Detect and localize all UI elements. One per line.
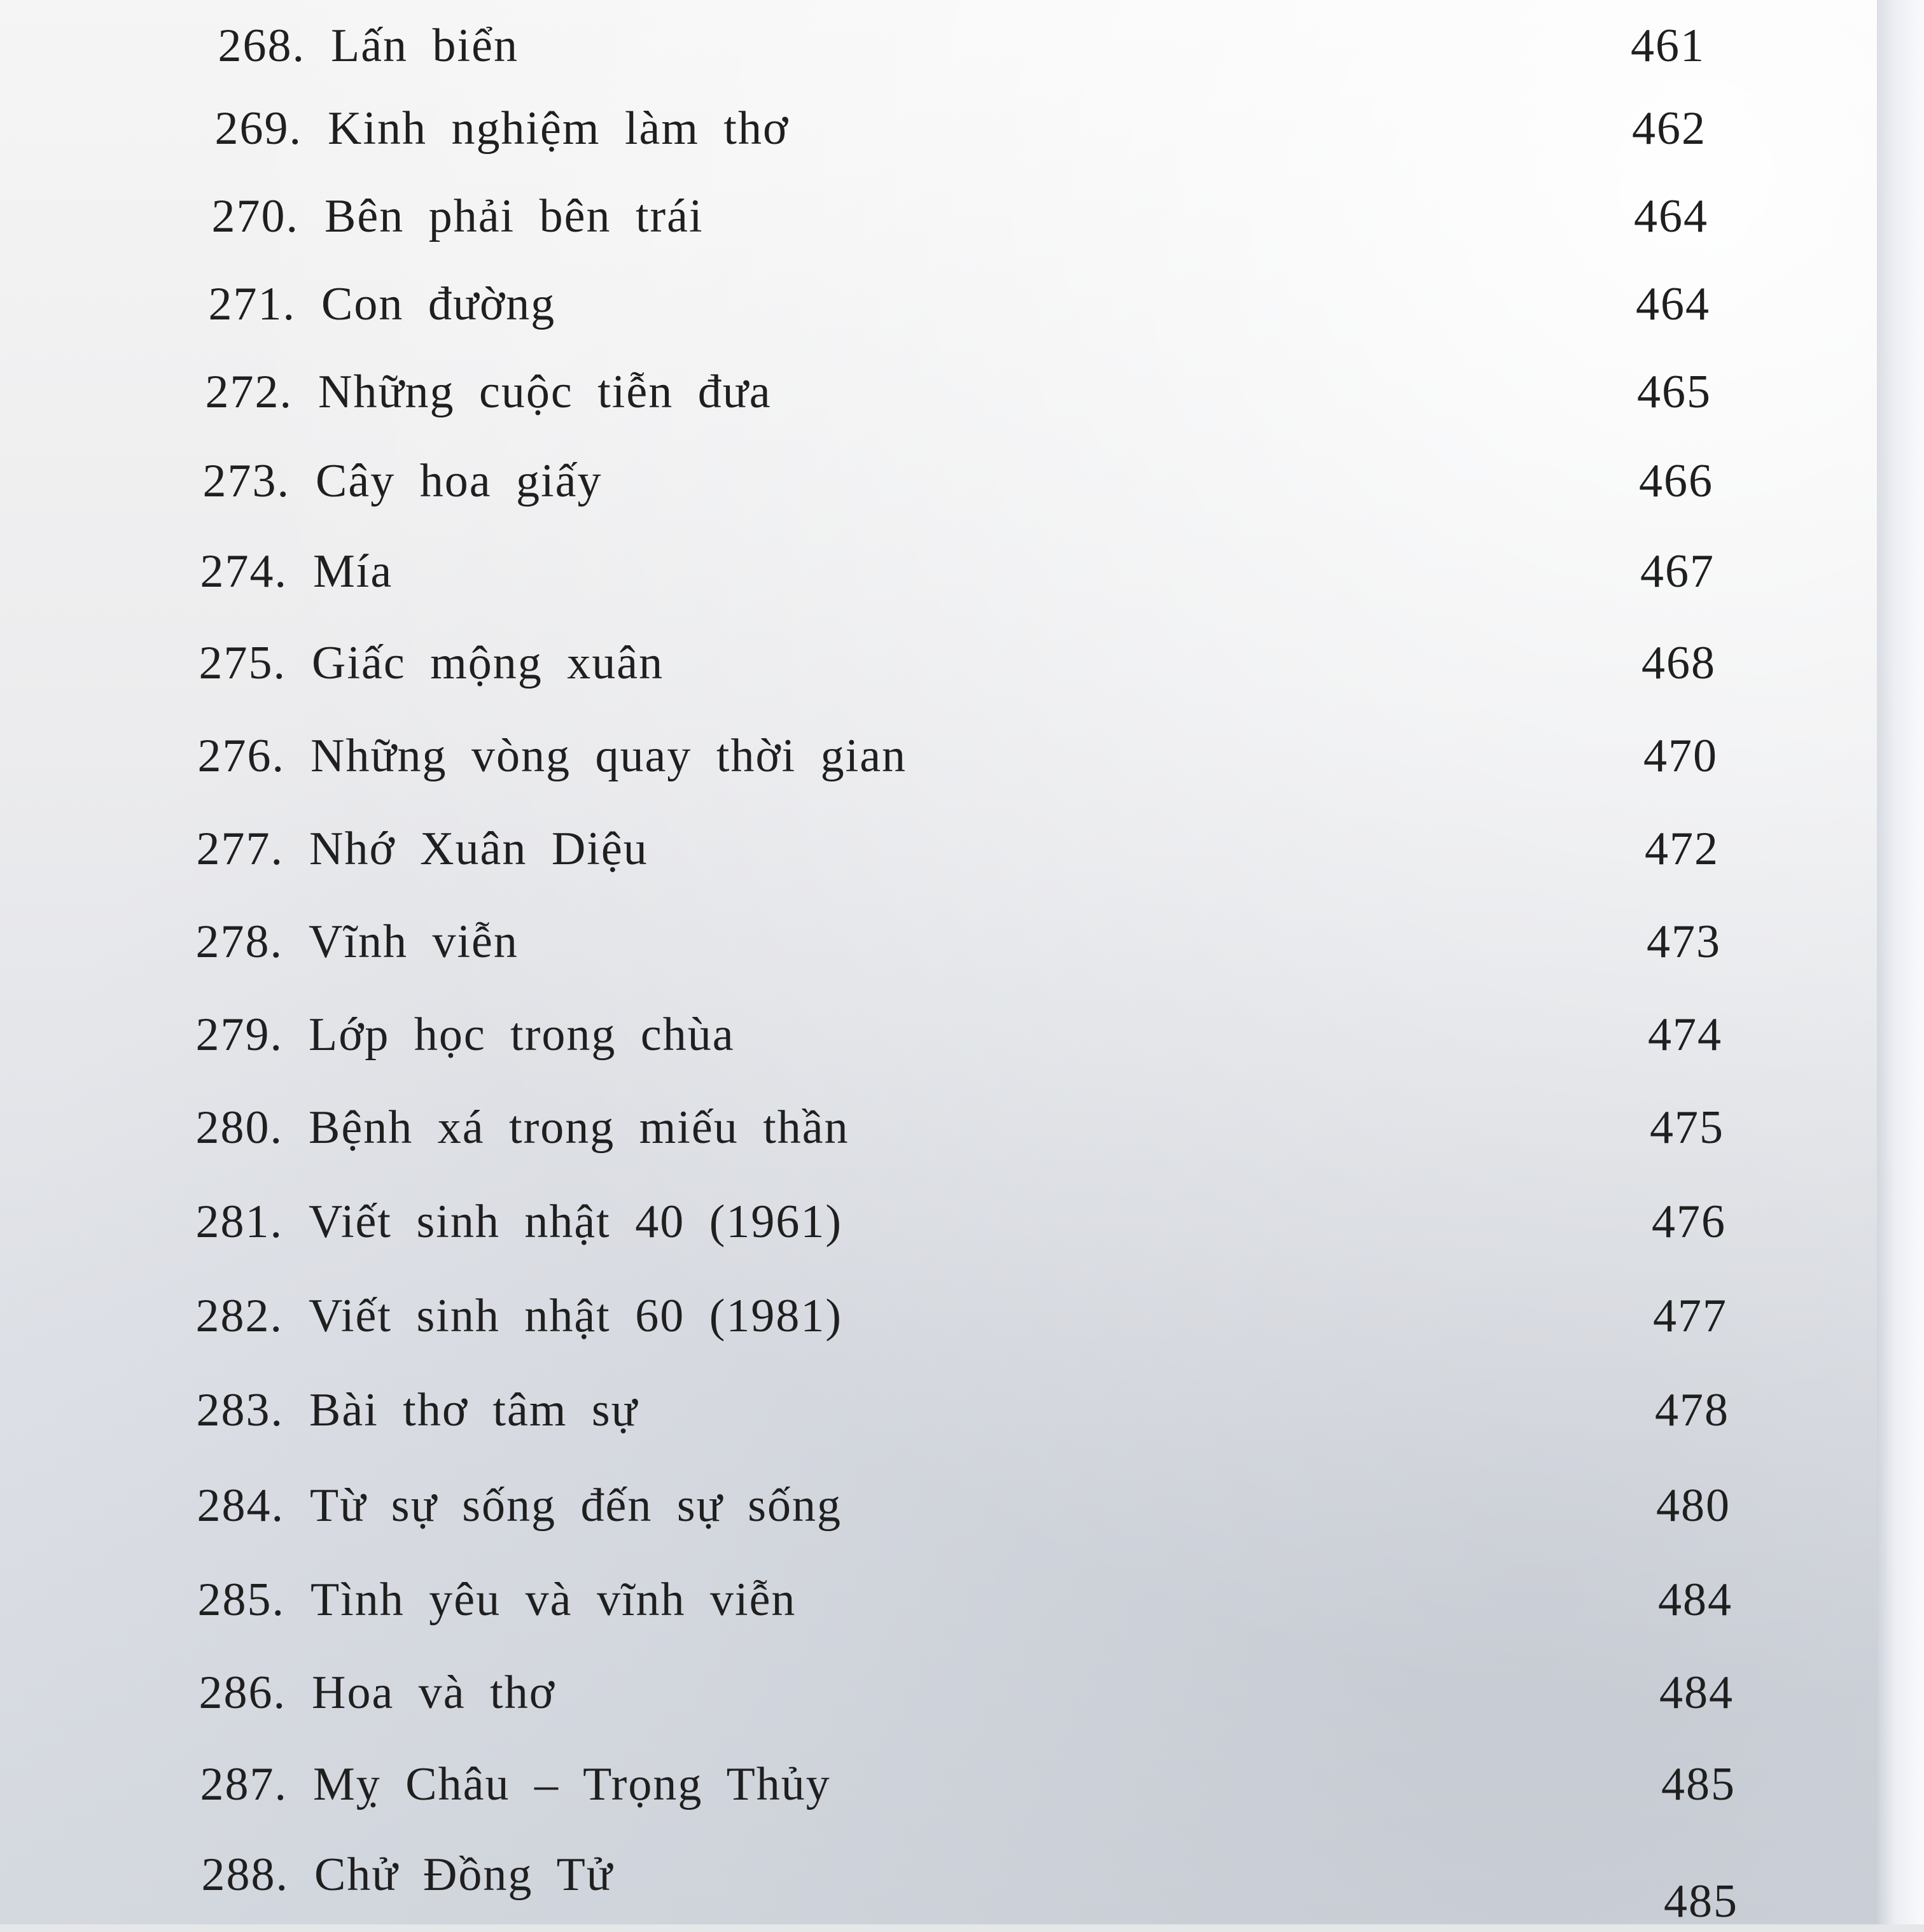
entry-number: 275. [199, 637, 286, 689]
entry-title: Bên phải bên trái [324, 190, 704, 242]
entry-page-number: 461 [1631, 20, 1705, 72]
entry-title: Vĩnh viễn [309, 916, 519, 968]
entry-title: Tình yêu và vĩnh viễn [310, 1574, 797, 1626]
entry-page-number: 480 [1656, 1480, 1731, 1532]
entry-number: 269. [214, 102, 302, 155]
entry-page-number: 475 [1650, 1102, 1724, 1154]
toc-row [0, 1097, 1924, 1173]
entry-page-number: 473 [1647, 916, 1721, 968]
entry-title: Lấn biển [331, 20, 519, 72]
toc-row [0, 15, 1924, 92]
entry-number: 268. [218, 20, 305, 72]
entry-page-number: 478 [1655, 1384, 1729, 1436]
entry-number: 282. [195, 1290, 283, 1342]
toc-row [0, 1004, 1924, 1081]
entry-page-number: 462 [1632, 102, 1706, 155]
entry-number: 278. [195, 916, 283, 968]
entry-page-number: 464 [1634, 190, 1708, 242]
toc-row [0, 451, 1924, 527]
toc-row [0, 541, 1924, 617]
entry-page-number: 474 [1648, 1009, 1722, 1061]
entry-number: 280. [195, 1102, 283, 1154]
entry-title: Bài thơ tâm sự [309, 1384, 638, 1436]
entry-page-number: 465 [1637, 366, 1711, 418]
toc-row [0, 818, 1924, 895]
entry-title: Con đường [321, 278, 556, 330]
entry-page-number: 477 [1653, 1290, 1727, 1342]
entry-number: 276. [197, 730, 285, 782]
entry-number: 284. [197, 1480, 284, 1532]
toc-row [0, 1754, 1924, 1830]
entry-title: Nhớ Xuân Diệu [309, 823, 648, 875]
entry-number: 270. [211, 190, 299, 242]
entry-number: 288. [201, 1849, 289, 1901]
entry-number: 287. [200, 1758, 288, 1810]
entry-number: 277. [196, 823, 284, 875]
entry-number: 281. [195, 1196, 283, 1248]
toc-row [0, 1475, 1924, 1551]
entry-page-number: 484 [1658, 1574, 1732, 1626]
entry-number: 272. [205, 366, 293, 418]
entry-number: 274. [200, 545, 288, 598]
entry-title: Viết sinh nhật 60 (1981) [309, 1290, 843, 1342]
toc-row [0, 911, 1924, 988]
toc-row [0, 1662, 1924, 1739]
entry-page-number: 470 [1643, 730, 1718, 782]
entry-page-number: 485 [1664, 1875, 1738, 1928]
toc-row [0, 1285, 1924, 1362]
toc-row [0, 633, 1924, 709]
entry-title: Chử Đồng Tử [314, 1849, 613, 1901]
entry-page-number: 467 [1640, 545, 1715, 598]
entry-title: Lớp học trong chùa [309, 1009, 735, 1061]
entry-page-number: 464 [1636, 278, 1710, 330]
toc-row [0, 1569, 1924, 1646]
entry-number: 286. [199, 1667, 286, 1719]
entry-number: 283. [196, 1384, 284, 1436]
entry-title: Mỵ Châu – Trọng Thủy [313, 1758, 831, 1810]
entry-number: 285. [197, 1574, 285, 1626]
toc-row [0, 725, 1924, 802]
entry-title: Những cuộc tiễn đưa [318, 366, 772, 418]
entry-title: Viết sinh nhật 40 (1961) [309, 1196, 843, 1248]
entry-page-number: 485 [1661, 1758, 1736, 1810]
entry-page-number: 476 [1652, 1196, 1726, 1248]
toc-row [0, 186, 1924, 262]
toc-row [0, 1844, 1924, 1928]
entry-title: Giấc mộng xuân [312, 637, 664, 689]
toc-row [0, 361, 1924, 438]
toc-row [0, 1191, 1924, 1268]
entry-number: 271. [208, 278, 296, 330]
entry-page-number: 466 [1639, 455, 1713, 507]
entry-number: 273. [202, 455, 290, 507]
toc-row [0, 274, 1924, 350]
entry-number: 279. [195, 1009, 283, 1061]
toc-row [0, 1380, 1924, 1456]
entry-title: Kinh nghiệm làm thơ [328, 102, 790, 155]
entry-title: Hoa và thơ [312, 1667, 555, 1719]
entry-title: Những vòng quay thời gian [310, 730, 907, 782]
entry-title: Mía [313, 545, 393, 598]
entry-title: Bệnh xá trong miếu thần [309, 1102, 849, 1154]
entry-title: Từ sự sống đến sự sống [310, 1480, 842, 1532]
entry-title: Cây hoa giấy [316, 455, 603, 507]
entry-page-number: 468 [1642, 637, 1716, 689]
entry-page-number: 484 [1659, 1667, 1734, 1719]
entry-page-number: 472 [1645, 823, 1719, 875]
toc-row [0, 98, 1924, 174]
